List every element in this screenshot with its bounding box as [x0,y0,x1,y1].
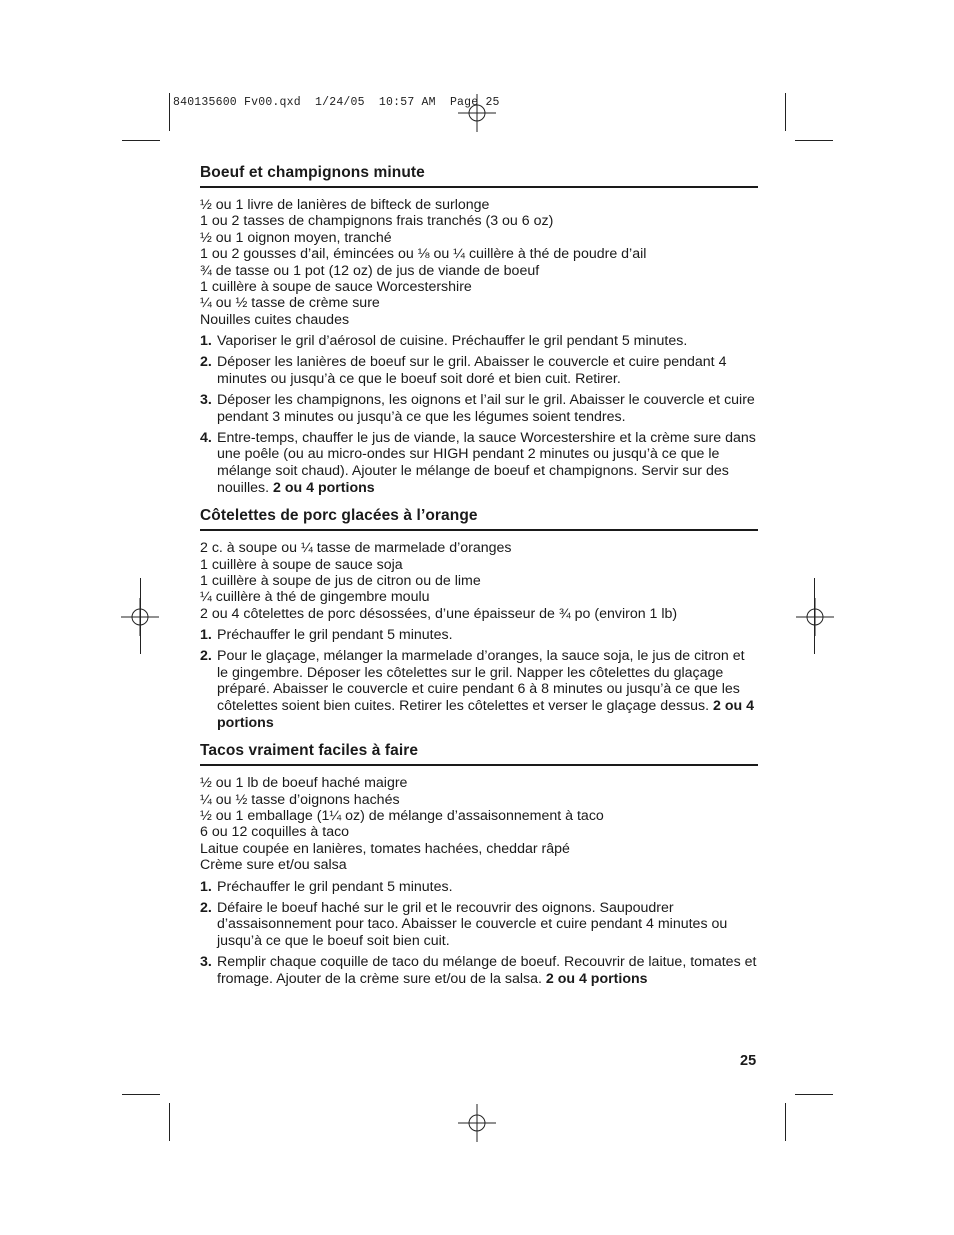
registration-mark-icon [796,598,834,636]
ingredient-item: ½ ou 1 emballage (1¼ oz) de mélange d’assaisonnement à taco [200,808,604,824]
yield-label: 2 ou 4 portions [273,479,375,496]
ingredient-list [200,540,758,622]
step-text: Vaporiser le gril d’aérosol de cuisine. Préchauffer le gril pendant 5 minutes. [217,333,688,350]
ingredient-item: ¼ ou ½ tasse de crème sure [200,295,380,312]
step-item [200,354,758,387]
step-number: 3. [200,954,212,970]
step-item [200,954,758,987]
ingredient-item: 1 cuillère à soupe de jus de citron ou de lime [200,572,481,589]
step-item [200,900,758,950]
step-item [200,648,758,731]
ingredient-item: Laitue coupée en lanières, tomates hachées, cheddar râpé [200,840,570,857]
crop-mark [122,1094,160,1095]
ingredient-item: Nouilles cuites chaudes [200,311,350,328]
recipe-cotelettes-porc [200,507,758,731]
step-item [200,333,758,350]
crop-mark [814,578,815,654]
ingredient-item: 1 ou 2 gousses d’ail, émincées ou ⅛ ou ¼ cuillère à thé de poudre d’ail [200,246,647,263]
registration-mark-icon [458,94,496,132]
step-list [200,627,758,731]
recipe-title: Tacos vraiment faciles à faire [200,742,758,766]
crop-mark [140,578,141,654]
step-item [200,879,758,896]
ingredient-item: 6 ou 12 coquilles à taco [200,824,350,841]
crop-mark [169,1103,170,1141]
crop-mark [122,140,160,141]
step-number: 3. [200,392,212,409]
crop-mark [795,1094,833,1095]
step-item [200,627,758,644]
step-number: 2. [200,899,212,916]
step-number: 2. [200,648,212,665]
yield-label: 2 ou 4 portions [217,698,755,731]
step-number: 2. [200,354,212,371]
ingredient-item: ½ ou 1 lb de boeuf haché maigre [200,775,408,792]
print-slug: 840135600 Fv00.qxd 1/24/05 10:57 AM Page 25 [173,96,500,109]
step-text: Déposer les lanières de boeuf sur le gril. Abaisser le couvercle et cuire pendant 4 minutes ou jusqu’à ce que le boeuf soit doré et bien cuit. Retirer. [217,354,727,387]
crop-mark [785,93,786,131]
recipe-boeuf-champignons [200,164,758,496]
recipe-page [200,164,758,992]
crop-mark [795,140,833,141]
recipe-title: Côtelettes de porc glacées à l’orange [200,507,758,531]
page-number: 25 [740,1053,757,1069]
crop-mark [785,1103,786,1141]
recipe-title: Boeuf et champignons minute [200,164,758,188]
step-number: 1. [200,627,212,644]
recipe-tacos [200,742,758,987]
ingredient-item: ¼ ou ½ tasse d’oignons hachés [200,791,400,808]
step-text: Préchauffer le gril pendant 5 minutes. [217,627,453,644]
ingredient-item: ¾ de tasse ou 1 pot (12 oz) de jus de viande de boeuf [200,262,540,279]
ingredient-item: ½ ou 1 livre de lanières de bifteck de surlonge [200,197,490,213]
step-item [200,430,758,496]
ingredient-item: 2 ou 4 côtelettes de porc désossées, d’une épaisseur de ¾ po (environ 1 lb) [200,605,678,622]
step-number: 1. [200,878,212,895]
step-list [200,333,758,496]
crop-mark [169,93,170,131]
step-text: Pour le glaçage, mélanger la marmelade d’oranges, la sauce soja, le jus de citron et le gingembre. Déposer les côtelettes sur le gril. Napper les côtelettes du glaçage préparé. Abaisser le couvercle et cuire pendant 6 à 8 minutes ou jusqu’à ce que les côtelettes soient bien cuites. Retirer les côtelettes et verser le glaçage dessus. [217,648,745,714]
ingredient-item: ½ ou 1 oignon moyen, tranché [200,229,392,246]
ingredient-item: Crème sure et/ou salsa [200,857,347,874]
ingredient-item: 2 c. à soupe ou ¼ tasse de marmelade d’oranges [200,540,512,557]
step-text: Remplir chaque coquille de taco du mélange de boeuf. Recouvrir de laitue, tomates et fromage. Ajouter de la crème sure et/ou de la salsa. [217,954,757,987]
ingredient-item: 1 cuillère à soupe de sauce soja [200,556,403,573]
ingredient-item: 1 cuillère à soupe de sauce Worcestershire [200,279,472,296]
step-number: 1. [200,333,212,350]
ingredient-item: 1 ou 2 tasses de champignons frais tranchés (3 ou 6 oz) [200,213,554,230]
step-text: Préchauffer le gril pendant 5 minutes. [217,878,453,895]
step-text: Déposer les champignons, les oignons et l’ail sur le gril. Abaisser le couvercle et cuire pendant 3 minutes ou jusqu’à ce que les légumes soient tendres. [217,392,755,425]
step-number: 4. [200,429,212,446]
step-text: Défaire le boeuf haché sur le gril et le recouvrir des oignons. Saupoudrer d’assaisonnement pour taco. Abaisser le couvercle et cuire pendant 4 minutes ou jusqu’à ce que le boeuf soit bien cuit. [217,899,728,949]
step-text: Entre-temps, chauffer le jus de viande, la sauce Worcestershire et la crème sure dans une poêle (ou au micro-ondes sur HIGH pendant 2 minutes ou jusqu’à ce que le mélange soit chaud). Ajouter le mélange de boeuf et champignons. Servir sur des nouilles. [217,429,756,496]
ingredient-list [200,197,758,328]
step-item [200,392,758,425]
ingredient-list [200,775,758,873]
yield-label: 2 ou 4 portions [545,970,648,987]
registration-mark-icon [458,1104,496,1142]
ingredient-item: ¼ cuillère à thé de gingembre moulu [200,589,430,606]
step-list [200,879,758,988]
